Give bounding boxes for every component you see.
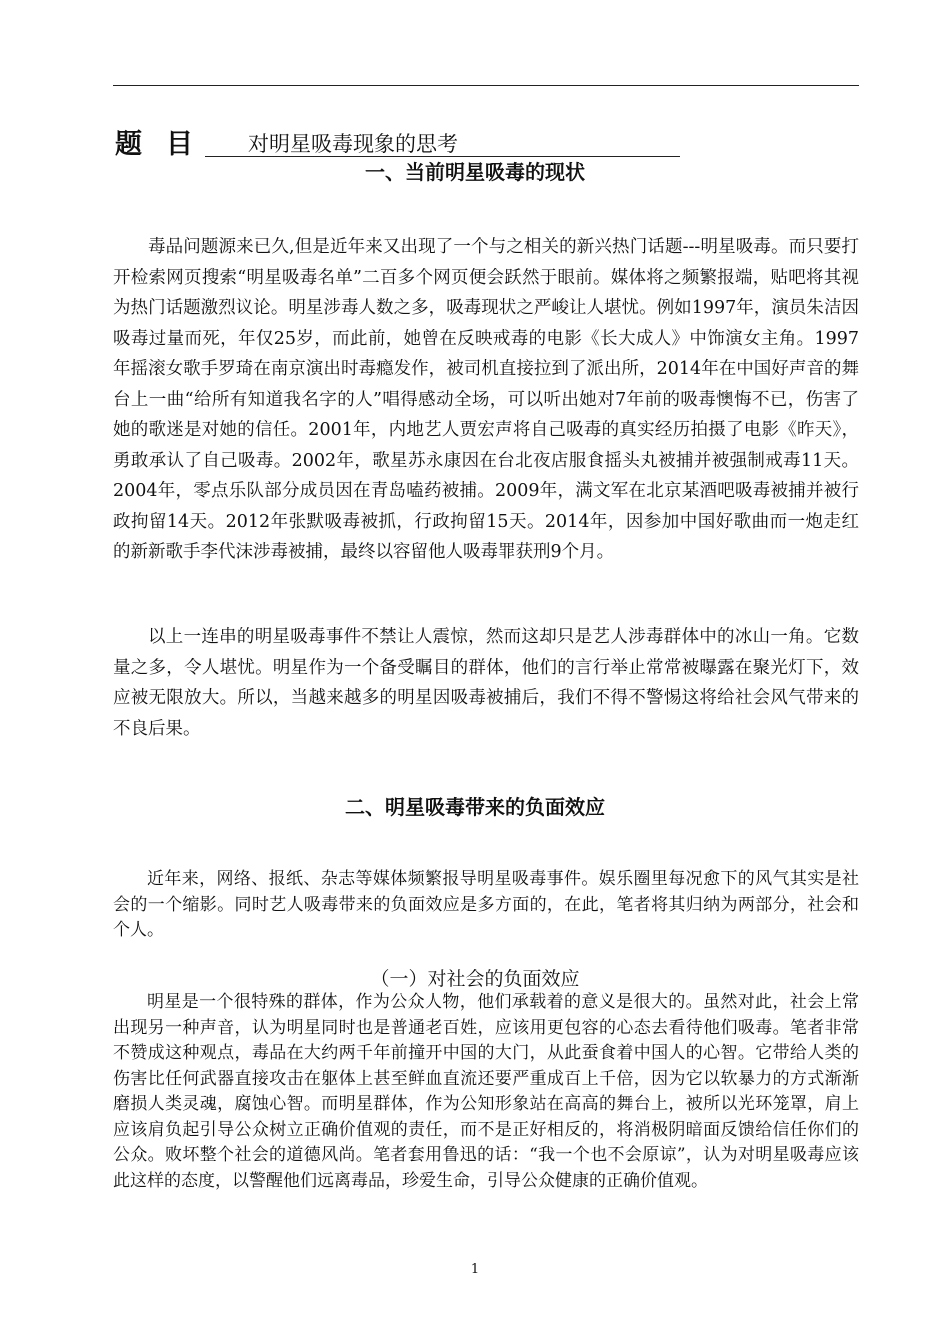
body-paragraph: 明星是一个很特殊的群体，作为公众人物，他们承载着的意义是很大的。虽然对此，社会上常出现另一种声音，认为明星同时也是普通老百姓，应该用更包容的心态去看待他们吸毒。笔者非常不赞成这种观点，毒品在大约两千年前撞开中国的大门，从此蚕食着中国人的心智。它带给人类的伤害比任何武器直接攻击在躯体上甚至鲜血直流还要严重成百上千倍，因为它以软暴力的方式渐渐磨损人类灵魂，腐蚀心智。而明星群体，作为公知形象站在高高的舞台上，被所以光环笼罩，肩上应该肩负起引导公众树立正确价值观的责任，而不是正好相反的，将消极阴暗面反馈给信任你们的公众。败坏整个社会的道德风尚。笔者套用鲁迅的话：“我一个也不会原谅”，认为对明星吸毒应该此这样的态度，以警醒他们远离毒品，珍爱生命，引导公众健康的正确价值观。 <box>113 992 859 1191</box>
body-paragraph: 近年来，网络、报纸、杂志等媒体频繁报导明星吸毒事件。娱乐圈里每况愈下的风气其实是社会的一个缩影。同时艺人吸毒带来的负面效应是多方面的，在此，笔者将其归纳为两部分，社会和个人。 <box>113 869 859 940</box>
subsection-heading: （一）对社会的负面效应 <box>370 968 580 990</box>
document-title: 对明星吸毒现象的思考 <box>248 132 458 156</box>
body-paragraph: 毒品问题源来已久,但是近年来又出现了一个与之相关的新兴热门话题---明星吸毒。而只要打开检索网页搜索“明星吸毒名单”二百多个网页便会跃然于眼前。媒体将之频繁报端，贴吧将其视为热门话题激烈议论。明星涉毒人数之多，吸毒现状之严峻让人堪忧。例如1997年，演员朱洁因吸毒过量而死，年仅25岁，而此前，她曾在反映戒毒的电影《长大成人》中饰演女主角。1997年摇滚女歌手罗琦在南京演出时毒瘾发作，被司机直接拉到了派出所，2014年在中国好声音的舞台上一曲“给所有知道我名字的人”唱得感动全场，可以听出她对7年前的吸毒懊悔不已，伤害了她的歌迷是对她的信任。2001年，内地艺人贾宏声将自己吸毒的真实经历拍摄了电影《昨天》，勇敢承认了自己吸毒。2002年，歌星苏永康因在台北夜店服食摇头丸被捕并被强制戒毒11天。2004年，零点乐队部分成员因在青岛嗑药被捕。2009年，满文军在北京某酒吧吸毒被捕并被行政拘留14天。2012年张默吸毒被抓，行政拘留15天。2014年，因参加中国好歌曲而一炮走红的新新歌手李代沫涉毒被捕，最终以容留他人吸毒罪获刑9个月。 <box>113 237 859 562</box>
title-label: 题目 <box>115 129 217 160</box>
body-paragraph: 以上一连串的明星吸毒事件不禁让人震惊，然而这却只是艺人涉毒群体中的冰山一角。它数量之多，令人堪忧。明星作为一个备受瞩目的群体，他们的言行举止常常被曝露在聚光灯下，效应被无限放大。所以，当越来越多的明星因吸毒被捕后，我们不得不警惕这将给社会风气带来的不良后果。 <box>113 627 859 739</box>
section-heading-2: 二、明星吸毒带来的负面效应 <box>345 795 605 819</box>
section-heading-1: 一、当前明星吸毒的现状 <box>365 160 585 184</box>
page-number: 1 <box>470 1262 480 1277</box>
header-rule <box>113 85 859 86</box>
